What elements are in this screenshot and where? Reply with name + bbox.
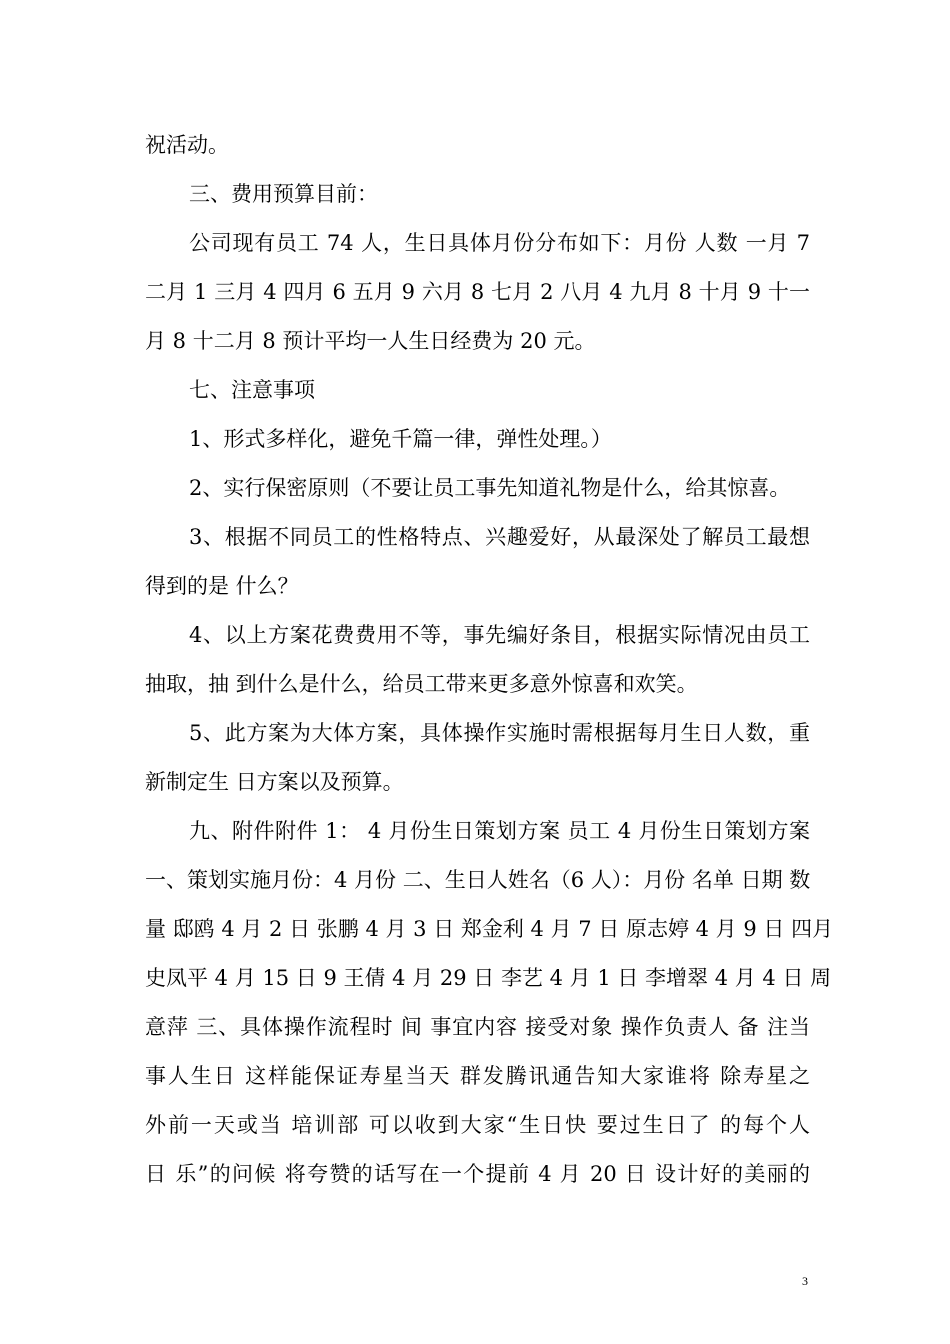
text-line: 一、策划实施月份：4 月份 二、生日人姓名（6 人）：月份 名单 日期 数 — [145, 868, 811, 892]
text-line: 史凤平 4 月 15 日 9 王倩 4 月 29 日 李艺 4 月 1 日 李增翠 4 月 4 日 周 — [145, 966, 832, 990]
text-line: 外前一天或当 培训部 可以收到大家“生日快 要过生日了 的每个人 — [145, 1113, 810, 1137]
text-line: 二月 1 三月 4 四月 6 五月 9 六月 8 七月 2 八月 4 九月 8 十月 9 十一 — [145, 280, 810, 304]
text-line: 日 乐”的问候 将夸赞的话写在一个提前 4 月 20 日 设计好的美丽的 — [145, 1162, 810, 1186]
section-heading: 三、费用预算目前： — [189, 182, 378, 206]
text-line: 量 邸鸥 4 月 2 日 张鹏 4 月 3 日 郑金利 4 月 7 日 原志婷 4 月 9 日 四月 — [145, 917, 834, 941]
text-line: 意萍 三、具体操作流程时 间 事宜内容 接受对象 操作负责人 备 注当 — [145, 1015, 810, 1039]
list-item: 1、形式多样化，避免千篇一律，弹性处理。） — [189, 427, 612, 451]
text-line: 事人生日 这样能保证寿星当天 群发腾讯通告知大家谁将 除寿星之 — [145, 1064, 810, 1088]
text-line: 月 8 十二月 8 预计平均一人生日经费为 20 元。 — [145, 329, 596, 353]
page-number: 3 — [802, 1274, 808, 1288]
document-body — [145, 121, 834, 1199]
text-line: 抽取，抽 到什么是什么，给员工带来更多意外惊喜和欢笑。 — [145, 672, 698, 696]
text-line: 公司现有员工 74 人，生日具体月份分布如下：月份 人数 一月 7 — [189, 231, 810, 255]
text-line: 祝活动。 — [145, 133, 229, 157]
text-line: 新制定生 日方案以及预算。 — [145, 770, 404, 794]
list-item: 5、此方案为大体方案，具体操作实施时需根据每月生日人数，重 — [189, 721, 810, 745]
list-item: 2、实行保密原则（不要让员工事先知道礼物是什么，给其惊喜。 — [189, 476, 791, 500]
section-heading: 七、注意事项 — [189, 378, 315, 402]
text-line: 得到的是 什么？ — [145, 574, 299, 598]
section-heading: 九、附件附件 1： 4 月份生日策划方案 员工 4 月份生日策划方案 — [189, 819, 810, 843]
list-item: 4、以上方案花费费用不等，事先编好条目，根据实际情况由员工 — [189, 623, 810, 647]
list-item: 3、根据不同员工的性格特点、兴趣爱好，从最深处了解员工最想 — [189, 525, 810, 549]
